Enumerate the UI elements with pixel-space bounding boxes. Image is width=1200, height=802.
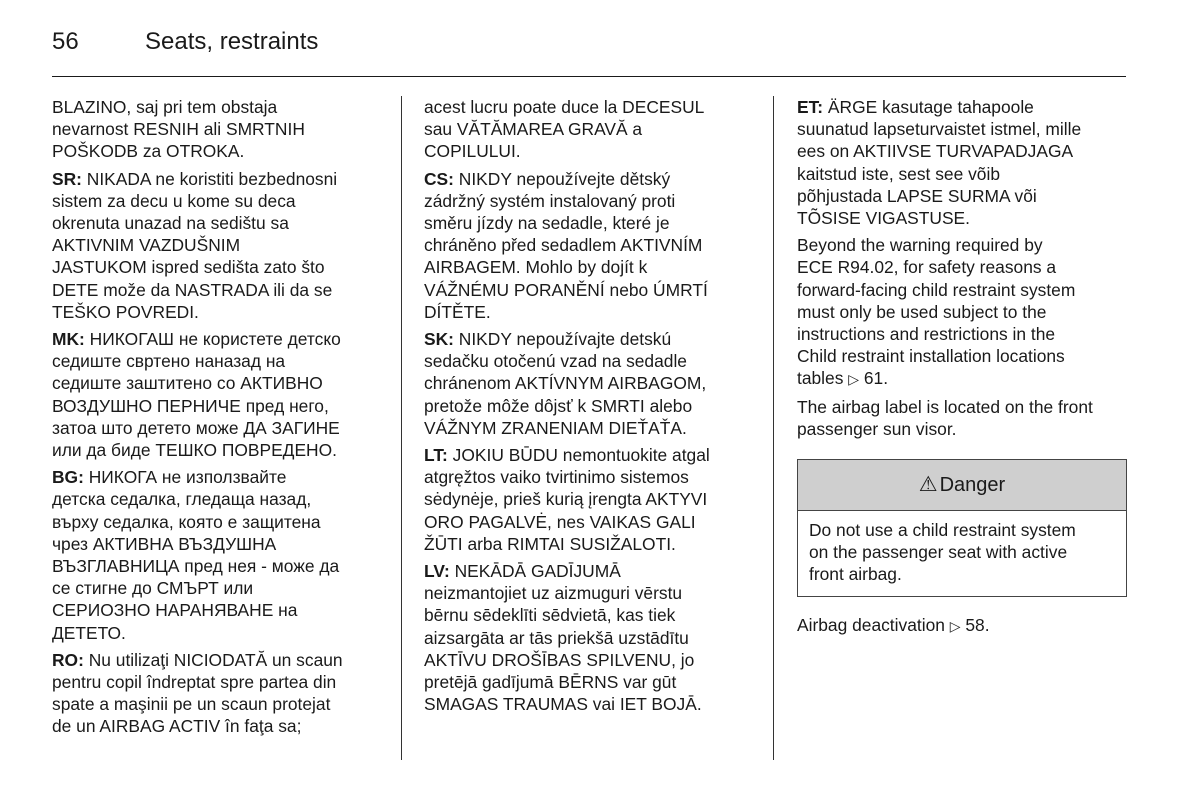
danger-title: Danger — [939, 474, 1006, 497]
paragraph-lv: LV: NEKĀDĀ GADĪJUMĀ neizmantojiet uz aizmuguri vērstu bērnu sēdeklīti sēdvietā, kas tiek aizsargāta ar tās priekšā uzstādītu AKTĪVU DROŠĪBAS SPILVENU, jo pretējā gadījumā BĒRNS var gūt SMAGAS TRAUMAS vai IET BOJĀ. — [424, 561, 702, 715]
paragraph-bg: BG: НИКОГА не използвайте детска седалка, гледаща назад, върху седалка, която е защитена чрез АКТИВНА ВЪЗДУШНА ВЪЗГЛАВНИЦА пред нея - може да се стигне до СМЪРТ или СЕРИОЗНО НАРАНЯВАНЕ на ДЕТЕТО. — [52, 467, 340, 643]
paragraph-sk: SK: NIKDY nepoužívajte detskú sedačku otočenú vzad na sedadle chránenom AKTÍVNYM AIRBAGOM, pretože môže dôjsť k SMRTI alebo VÁŽNYM ZRANENIAM DIEŤAŤA. — [424, 329, 707, 438]
page-reference-58[interactable]: 58. — [960, 614, 990, 635]
lang-label-mk: MK: — [52, 329, 85, 350]
paragraph-lt: LT: JOKIU BŪDU nemontuokite atgal atgręžtos vaiko tvirtinimo sistemos sėdynėje, prieš kurią įrengta AKTYVI ORO PAGALVĖ, nes VAIKAS GALI ŽŪTI arba RIMTAI SUSIŽALOTI. — [424, 445, 710, 554]
column-1 — [52, 96, 387, 743]
arrow-reference-icon: ▷ — [848, 371, 860, 388]
lang-label-bg: BG: — [52, 467, 84, 488]
lang-label-lt: LT: — [424, 445, 448, 466]
page-number: 56 — [52, 28, 79, 55]
paragraph-mk: MK: НИКОГАШ не користете детско седиште свртено наназад на седиште заштитено со АКТИВНО ВОЗДУШНО ПЕРНИЧЕ пред него, затоа што детето може ДА ЗАГИНЕ или да биде ТЕШКО ПОВРЕДЕНО. — [52, 329, 341, 461]
paragraph-sl: BLAZINO, saj pri tem obstaja nevarnost RESNIH ali SMRTNIH POŠKODB za OTROKA. — [52, 97, 305, 162]
page-header — [52, 24, 1126, 77]
column-2 — [424, 96, 759, 720]
lang-label-cs: CS: — [424, 168, 454, 189]
lang-label-sr: SR: — [52, 168, 82, 189]
page-reference-61[interactable]: 61. — [859, 368, 889, 389]
lang-label-et: ET: — [797, 97, 824, 117]
paragraph-airbag-deactivation: Airbag deactivation ▷ 58. — [797, 614, 990, 635]
paragraph-ro: RO: Nu utilizaţi NICIODATĂ un scaun pentru copil îndreptat spre partea din spate a maşinii pe un scaun protejat de un AIRBAG ACTIV în faţa sa; — [52, 649, 343, 737]
paragraph-sr: SR: NIKADA ne koristiti bezbednosni sistem za decu u kome su deca okrenuta unazad na sedištu sa AKTIVNIM VAZDUŠNIM JASTUKOM ispred sedišta zato što DETE može da NASTRADA ili da se TEŠKO POVREDI. — [52, 168, 338, 322]
paragraph-label-location: The airbag label is located on the front passenger sun visor. — [797, 396, 1093, 439]
lang-label-ro: RO: — [52, 649, 84, 670]
warning-triangle-icon: ⚠ — [918, 473, 938, 497]
danger-header — [798, 460, 1126, 511]
paragraph-cs: CS: NIKDY nepoužívejte dětský zádržný systém instalovaný proti směru jízdy na sedadle, které je chráněno před sedadlem AKTIVNÍM AIRBAGEM. Mohlo by dojít k VÁŽNÉMU PORANĚNÍ nebo ÚMRTÍ DÍTĚTE. — [424, 168, 708, 322]
lang-label-sk: SK: — [424, 329, 454, 350]
paragraph-et: ET: ÄRGE kasutage tahapoole suunatud lapseturvaistet istmel, mille ees on AKTIIVSE TURVAPADJAGA kaitstud iste, sest see võib põhjustada LAPSE SURMA või TÕSISE VIGASTUSE. — [797, 97, 1082, 229]
paragraph-ro-cont: acest lucru poate duce la DECESUL sau VĂTĂMAREA GRAVĂ a COPILULUI. — [424, 97, 705, 162]
column-divider — [401, 96, 402, 760]
danger-text: Do not use a child restraint system on the passenger seat with active front airbag. — [809, 520, 1076, 585]
paragraph-beyond-warning: Beyond the warning required by ECE R94.02, for safety reasons a forward-facing child restraint system must only be used subject to the instructions and restrictions in the Child restraint installation locations tables ▷ 61. — [797, 235, 1076, 389]
arrow-reference-icon: ▷ — [949, 617, 961, 634]
column-3 — [797, 96, 1129, 642]
danger-box — [797, 459, 1127, 597]
page-title: Seats, restraints — [145, 28, 319, 55]
column-divider — [773, 96, 774, 760]
lang-label-lv: LV: — [424, 561, 450, 582]
